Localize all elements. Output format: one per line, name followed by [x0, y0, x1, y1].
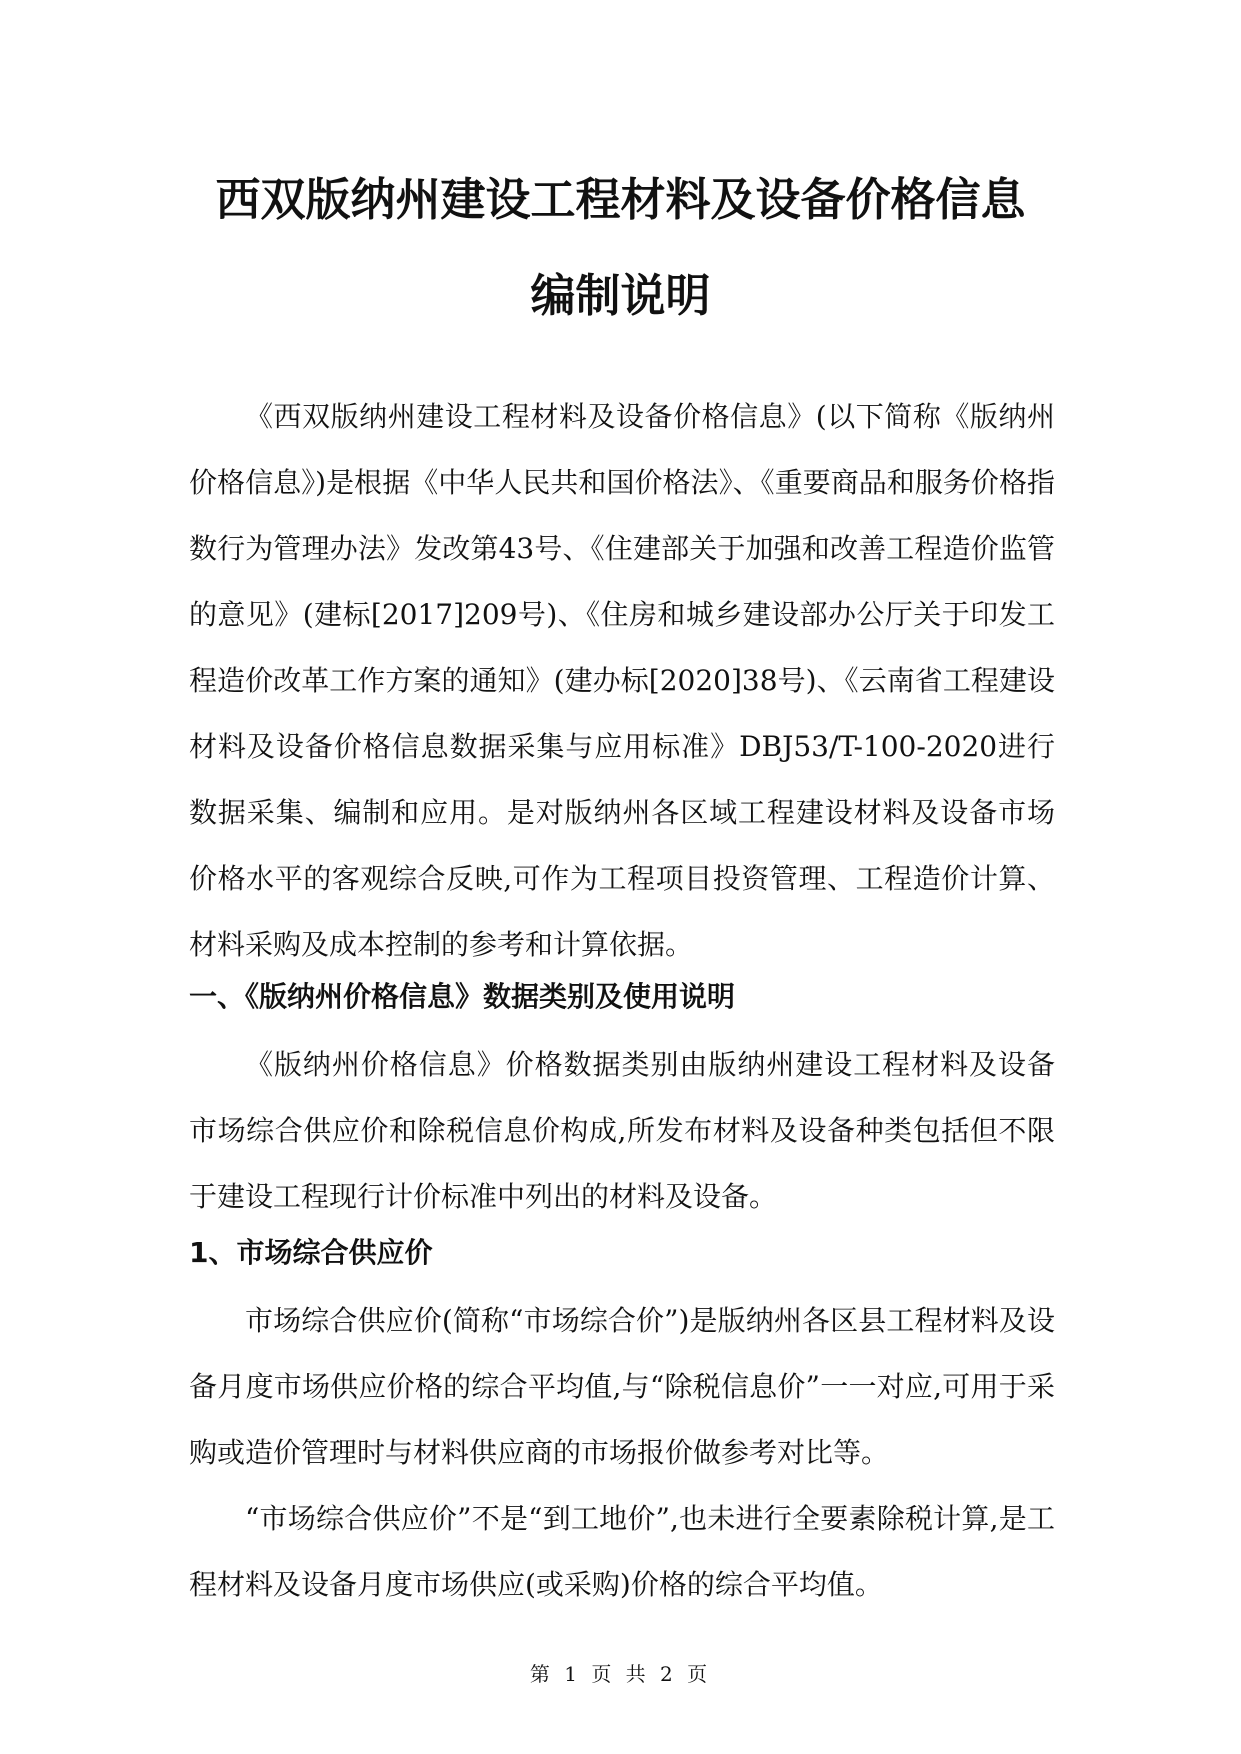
- section-1-heading: 一、《版纳州价格信息》数据类别及使用说明: [189, 980, 736, 1013]
- document-title-line-1: 西双版纳州建设工程材料及设备价格信息: [215, 173, 1026, 226]
- section-1-paragraph: 《版纳州价格信息》价格数据类别由版纳州建设工程材料及设备市场综合供应价和除税信息价构成,所发布材料及设备种类包括但不限于建设工程现行计价标准中列出的材料及设备。: [189, 1048, 1055, 1213]
- intro-paragraph: 《西双版纳州建设工程材料及设备价格信息》(以下简称《版纳州价格信息》)是根据《中华人民共和国价格法》、《重要商品和服务价格指数行为管理办法》发改第43号、《住建部关于加强和改善工程造价监管的意见》(建标[2017]209号)、《住房和城乡建设部办公厅关于印发工程造价改革工作方案的通知》(建办标[2020]38号)、《云南省工程建设材料及设备价格信息数据采集与应用标准》DBJ53/T-100-2020进行数据采集、编制和应用。是对版纳州各区域工程建设材料及设备市场价格水平的客观综合反映,可作为工程项目投资管理、工程造价计算、材料采购及成本控制的参考和计算依据。: [189, 400, 1055, 961]
- subsection-1-heading: 1、市场综合供应价: [189, 1236, 433, 1269]
- subsection-1-paragraph-1: 市场综合供应价(简称“市场综合价”)是版纳州各区县工程材料及设备月度市场供应价格的综合平均值,与“除税信息价”一一对应,可用于采购或造价管理时与材料供应商的市场报价做参考对比等。: [189, 1304, 1055, 1469]
- subsection-1-paragraph-2: “市场综合供应价”不是“到工地价”,也未进行全要素除税计算,是工程材料及设备月度市场供应(或采购)价格的综合平均值。: [189, 1502, 1055, 1601]
- document-title-line-2: 编制说明: [530, 269, 711, 322]
- page-number-footer: 第 1 页 共 2 页: [529, 1662, 712, 1686]
